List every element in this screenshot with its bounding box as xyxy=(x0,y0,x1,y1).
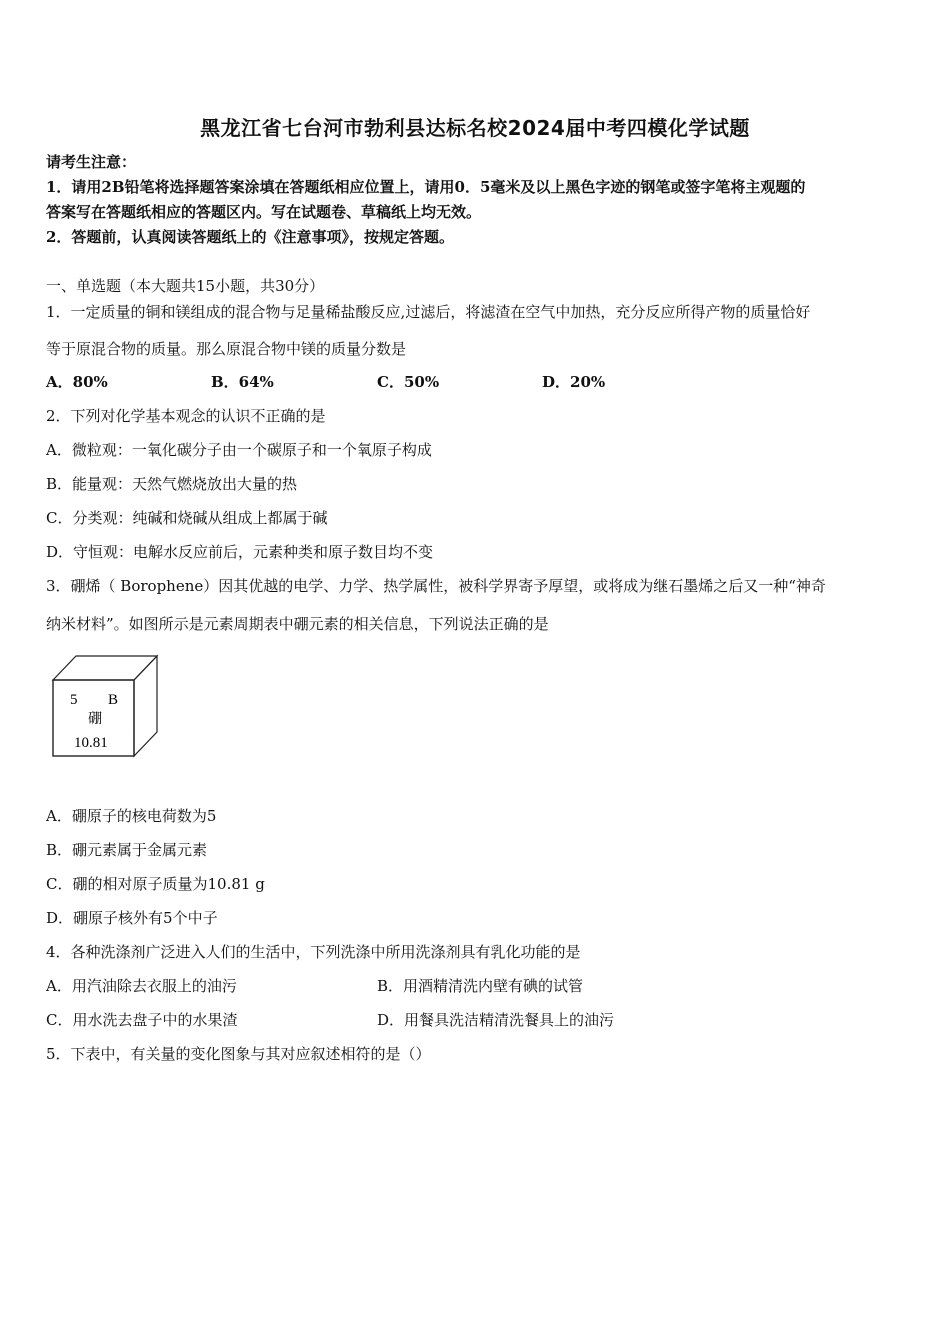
q4-stem: 4．各种洗涤剂广泛进入人们的生活中，下列洗涤中所用洗涤剂具有乳化功能的是 xyxy=(46,943,581,961)
element-symbol: B xyxy=(108,692,119,708)
notice-line-2: 答案写在答题纸相应的答题区内。写在试题卷、草稿纸上均无效。 xyxy=(46,203,482,221)
q3-stem-line-2: 纳米材料”。如图所示是元素周期表中硼元素的相关信息，下列说法正确的是 xyxy=(46,615,549,633)
q1-option-b: B．64% xyxy=(211,373,274,391)
q4-option-d: D．用餐具洗洁精清洗餐具上的油污 xyxy=(377,1011,615,1029)
q1-stem-line-2: 等于原混合物的质量。那么原混合物中镁的质量分数是 xyxy=(46,340,407,358)
page-title: 黑龙江省七台河市勃利县达标名校2024届中考四模化学试题 xyxy=(200,116,750,140)
q2-option-d: D．守恒观：电解水反应前后，元素种类和原子数目均不变 xyxy=(46,543,434,561)
notice-heading: 请考生注意： xyxy=(46,153,137,171)
q3-option-b: B．硼元素属于金属元素 xyxy=(46,841,208,859)
q1-option-c: C．50% xyxy=(377,373,440,391)
cube-side-face xyxy=(134,656,157,756)
q3-option-d: D．硼原子核外有5个中子 xyxy=(46,909,218,927)
q2-option-a: A．微粒观：一氧化碳分子由一个碳原子和一个氧原子构成 xyxy=(46,441,432,459)
notice-line-1: 1．请用2B铅笔将选择题答案涂填在答题纸相应位置上，请用0．5毫米及以上黑色字迹的钢笔或签字笔将主观题的 xyxy=(46,178,806,196)
q4-option-b: B．用酒精清洗内壁有碘的试管 xyxy=(377,977,584,995)
q4-option-c: C．用水洗去盘子中的水果渣 xyxy=(46,1011,238,1029)
q5-stem: 5．下表中，有关量的变化图象与其对应叙述相符的是（） xyxy=(46,1045,431,1063)
q4-option-a: A．用汽油除去衣服上的油污 xyxy=(46,977,237,995)
q2-option-b: B．能量观：天然气燃烧放出大量的热 xyxy=(46,475,298,493)
element-atomic-number: 5 xyxy=(70,692,78,708)
q2-option-c: C．分类观：纯碱和烧碱从组成上都属于碱 xyxy=(46,509,328,527)
q1-option-a: A．80% xyxy=(46,373,108,391)
q1-option-d: D．20% xyxy=(542,373,606,391)
element-name: 硼 xyxy=(88,712,102,727)
notice-line-3: 2．答题前，认真阅读答题纸上的《注意事项》，按规定答题。 xyxy=(46,228,454,246)
cube-top-face xyxy=(53,656,157,680)
q3-stem-line-1: 3．硼烯（ Borophene）因其优越的电学、力学、热学属性，被科学界寄予厚望，或将成为继石墨烯之后又一种“神奇 xyxy=(46,577,826,595)
q1-stem-line-1: 1．一定质量的铜和镁组成的混合物与足量稀盐酸反应,过滤后，将滤渣在空气中加热，充分反应所得产物的质量恰好 xyxy=(46,303,811,321)
q2-stem: 2．下列对化学基本观念的认识不正确的是 xyxy=(46,407,326,425)
q3-option-a: A．硼原子的核电荷数为5 xyxy=(46,807,217,825)
boron-element-cell xyxy=(50,652,162,758)
q3-option-c: C．硼的相对原子质量为10.81 g xyxy=(46,875,265,893)
section-heading: 一、单选题（本大题共15小题，共30分） xyxy=(46,277,325,295)
element-atomic-mass: 10.81 xyxy=(74,735,108,751)
